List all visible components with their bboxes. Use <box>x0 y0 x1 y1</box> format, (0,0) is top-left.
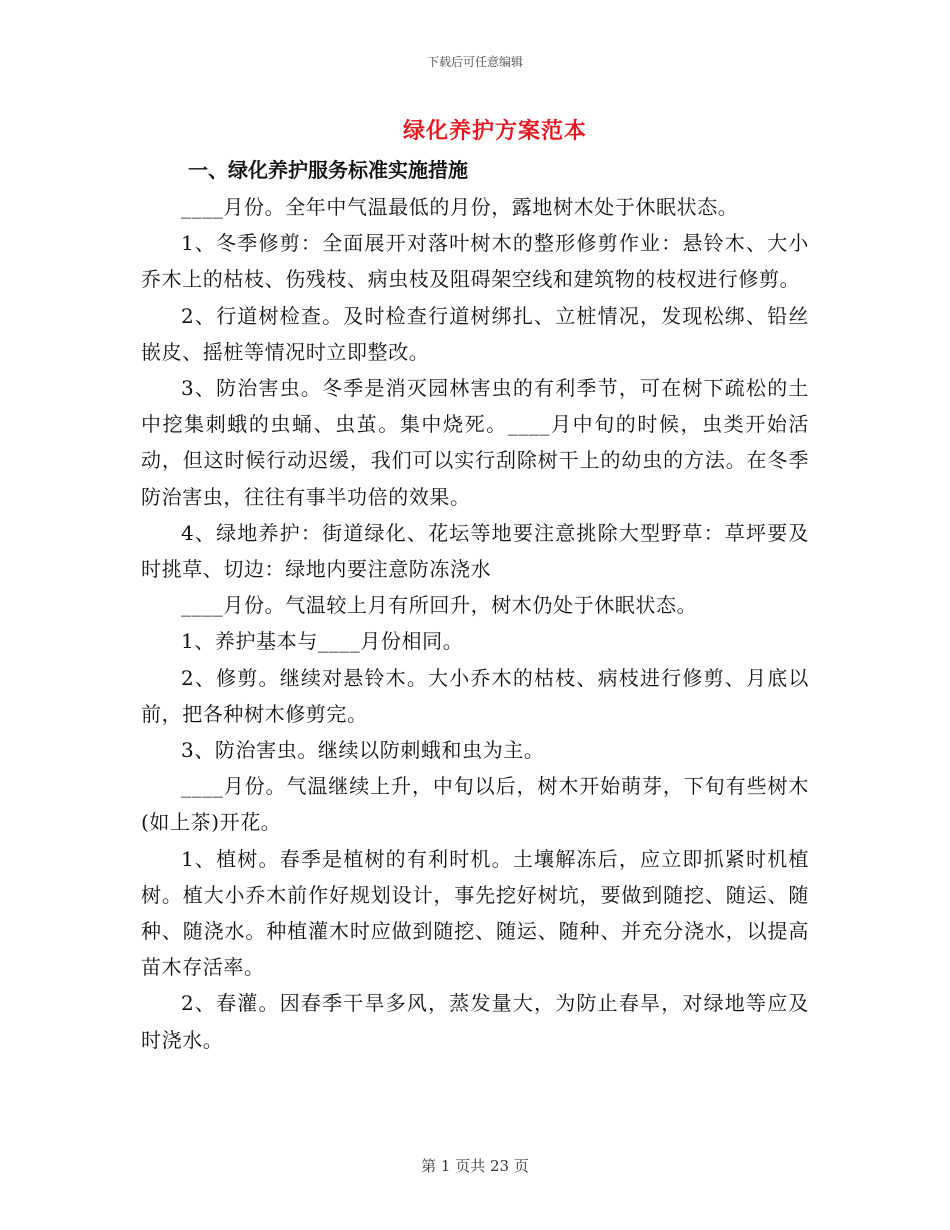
paragraph: 3、防治害虫。冬季是消灭园林害虫的有利季节，可在树下疏松的土中挖集刺蛾的虫蛹、虫茧。集中烧死。____月中旬的时候，虫类开始活动，但这时候行动迟缓，我们可以实行刮除树干上的幼虫的方法。在冬季防治害虫，往往有事半功倍的效果。 <box>141 376 809 509</box>
paragraph: 1、养护基本与____月份相同。 <box>181 629 464 654</box>
paragraph: ____月份。气温继续上升，中旬以后，树木开始萌芽，下旬有些树木(如上茶)开花。 <box>141 774 809 835</box>
page-footer: 第 1 页共 23 页 <box>421 1157 529 1175</box>
paragraph: 4、绿地养护：街道绿化、花坛等地要注意挑除大型野草：草坪要及时挑草、切边：绿地内要注意防冻浇水 <box>141 520 809 582</box>
paragraph: 1、冬季修剪：全面展开对落叶树木的整形修剪作业：悬铃木、大小乔木上的枯枝、伤残枝、病虫枝及阻碍架空线和建筑物的枝杈进行修剪。 <box>141 231 809 292</box>
section-heading: 一、绿化养护服务标准实施措施 <box>188 158 468 182</box>
paragraph: 2、行道树检查。及时检查行道树绑扎、立桩情况，发现松绑、铅丝嵌皮、摇桩等情况时立即整改。 <box>141 303 809 364</box>
paragraph: ____月份。全年中气温最低的月份，露地树木处于休眠状态。 <box>181 195 739 219</box>
document-title: 绿化养护方案范本 <box>402 118 587 144</box>
paragraph: 2、修剪。继续对悬铃木。大小乔木的枯枝、病枝进行修剪、月底以前，把各种树木修剪完。 <box>141 665 809 726</box>
paragraph: 3、防治害虫。继续以防刺蛾和虫为主。 <box>181 738 545 763</box>
header-note: 下载后可任意编辑 <box>426 55 523 69</box>
paragraph: 2、春灌。因春季干旱多风，蒸发量大，为防止春旱，对绿地等应及时浇水。 <box>141 991 809 1052</box>
document-body <box>141 189 809 1058</box>
paragraph: ____月份。气温较上月有所回升，树木仍处于休眠状态。 <box>181 593 698 618</box>
paragraph: 1、植树。春季是植树的有利时机。土壤解冻后，应立即抓紧时机植树。植大小乔木前作好规划设计，事先挖好树坑，要做到随挖、随运、随种、随浇水。种植灌木时应做到随挖、随运、随种、并充分浇水，以提高苗木存活率。 <box>141 846 809 980</box>
